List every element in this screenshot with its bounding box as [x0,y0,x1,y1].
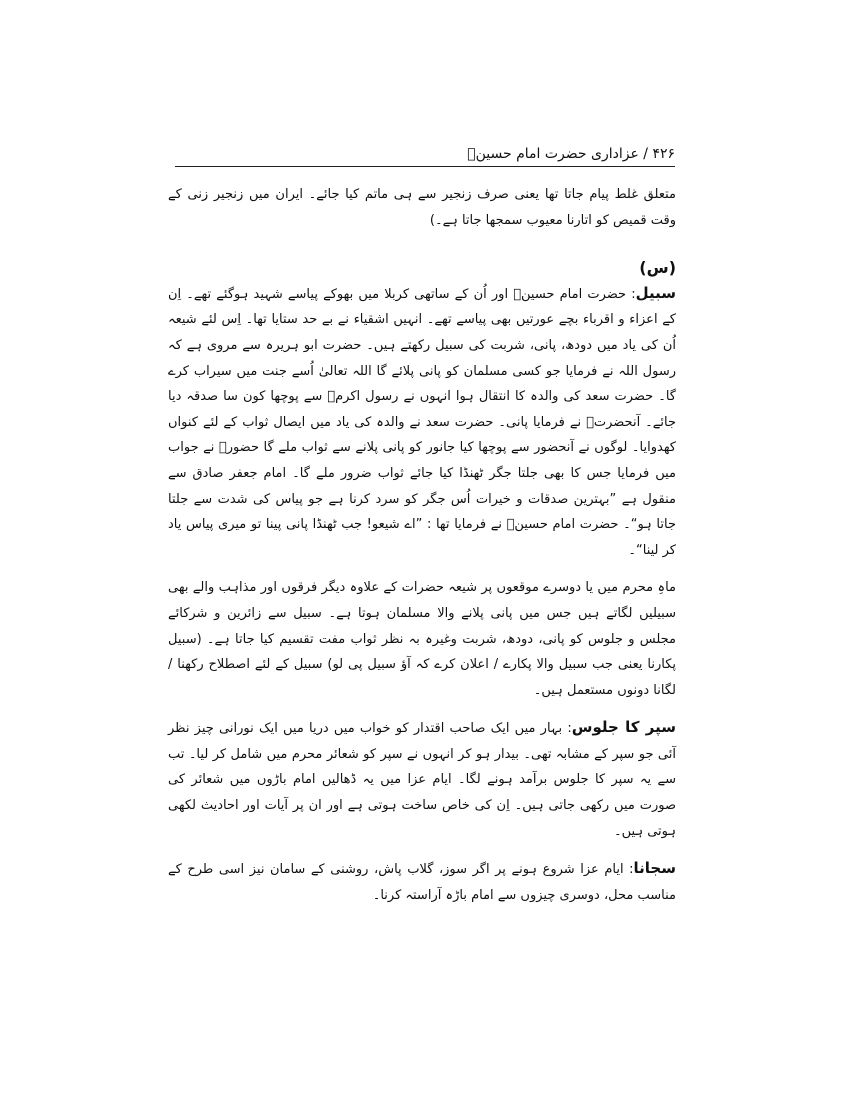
header-rule [175,166,675,167]
spacer [168,844,676,856]
spacer [168,233,676,255]
entry-term-sabeel: سبیل [635,283,676,302]
entry-text-sajana: : ایام عزا شروع ہونے پر اگر سوز، گلاب پاش، روشنی کے سامان نیز اسی طرح کے مناسب محل، دوسری چیزوں سے امام باڑہ آراستہ کرنا۔ [168,862,676,903]
running-header: ۴۲۶ / عزاداری حضرت امام حسینؑ [467,146,675,162]
entry-sabeel [168,281,676,564]
entry-term-sipar: سپر کا جلوس [571,718,676,737]
entry-text-sabeel: : حضرت امام حسینؑ اور اُن کے ساتھی کربلا میں بھوکے پیاسے شہید ہوگئے تھے۔ اِن کے اعزاء و اقرباء بچے عورتیں بھی پیاسے تھے۔ انہیں اشقیاء نے بے حد ستایا تھا۔ اِس لئے شیعہ اُن کی یاد میں دودھ، پانی، شربت کی سبیل رکھتے ہیں۔ حضرت ابو ہریرہ سے مروی ہے کہ رسول اللہ نے فرمایا جو کسی مسلمان کو پانی پلائے گا اللہ تعالیٰ اُسے جنت میں سیراب کرے گا۔ حضرت سعد کی والدہ کا انتقال ہوا انہوں نے رسول اکرمؐ سے پوچھا کون سا صدقہ دیا جائے۔ آنحضرتؐ نے فرمایا پانی۔ حضرت سعد نے والدہ کی یاد میں ایصال ثواب کے لئے کنواں کھدوایا۔ لوگوں نے آنحضور سے پوچھا کیا جانور کو پانی پلانے سے ثواب ملے گا حضورؐ نے جواب میں فرمایا جس کا بھی جلتا جگر ٹھنڈا کیا جائے ثواب ضرور ملے گا۔ امام جعفر صادق سے منقول ہے ”بہترین صدقات و خیرات اُس جگر کو سرد کرنا ہے جو پیاس کی شدت سے جلتا جاتا ہو“۔ حضرت امام حسینؑ نے فرمایا تھا : ”اے شیعو! جب ٹھنڈا پانی پینا تو میری پیاس یاد کر لینا“۔ [168,286,676,558]
entry-text-sipar: : بہار میں ایک صاحب اقتدار کو خواب میں دریا میں ایک نورانی چیز نظر آئی جو سپر کے مشابہ تھی۔ بیدار ہو کر انہوں نے سپر کو شعائر محرم میں شامل کر لیا۔ تب سے یہ سپر کا جلوس برآمد ہونے لگا۔ ایام عزا میں یہ ڈھالیں امام باڑوں میں شعائر کی صورت میں رکھی جاتی ہیں۔ اِن کی خاص ساخت ہوتی ہے اور ان پر آیات اور احادیث لکھی ہوتی ہیں۔ [168,721,676,839]
entry-term-sajana: سجانا [633,859,676,878]
entry-sipar-procession [168,715,676,844]
entry-sabeel-continuation: ماہِ محرم میں یا دوسرے موقعوں پر شیعہ حضرات کے علاوہ دیگر فرقوں اور مذاہب والے بھی سبیلیں لگاتے ہیں جس میں پانی پلانے والا مسلمان ہوتا ہے۔ سبیل سے زائرین و شرکائے مجلس و جلوس کو پانی، دودھ، شربت وغیرہ بہ نظر ثواب مفت تقسیم کیا جاتا ہے۔ (سبیل پکارنا یعنی جب سبیل والا پکارے / اعلان کرے کہ آؤ سبیل پی لو) سبیل کے لئے اصطلاح رکھنا / لگانا دونوں مستعمل ہیں۔ [168,580,676,698]
entry-sajana [168,856,676,908]
spacer [168,703,676,715]
section-heading: (س) [639,258,676,278]
continued-paragraph: متعلق غلط پیام جاتا تھا یعنی صرف زنجیر سے ہی ماتم کیا جائے۔ ایران میں زنجیر زنی کے وقت قمیص کو اتارنا معیوب سمجھا جاتا ہے۔) [168,187,676,228]
spacer [168,563,676,575]
page-body [168,182,676,908]
